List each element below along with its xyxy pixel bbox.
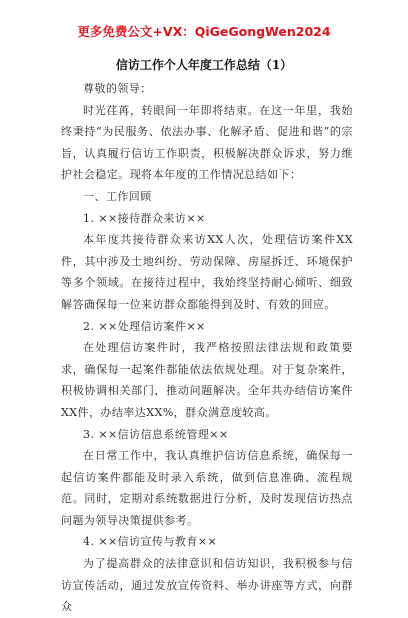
greeting: 尊敬的领导： [83, 82, 152, 95]
document-body [61, 78, 353, 618]
subsection-heading: 3. ××信访信息系统管理×× [83, 427, 229, 441]
paragraph-intro: 时光荏苒，转眼间一年即将结束。在这一年里，我始终秉持“为民服务、依法办事、化解矛盾、促进和谐”的宗旨，认真履行信访工作职责，积极解决群众诉求，努力维护社会稳定。现将本年度的工作情况总结如下： [61, 103, 353, 182]
section-heading: 一、工作回顾 [83, 189, 152, 203]
paragraph: 本年度共接待群众来访XX人次，处理信访案件XX件，其中涉及土地纠纷、劳动保障、房屋拆迁、环境保护等多个领域。在接待过程中，我始终坚持耐心倾听、细致解答确保每一位来访群众都能得到及时、有效的回应。 [61, 233, 353, 311]
paragraph: 在处理信访案件时，我严格按照法律法规和政策要求，确保每一起案件都能依法依规处理。对于复杂案件，积极协调相关部门，推动问题解决。全年共办结信访案件XX件，办结率达XX%，群众满意度较高。 [61, 341, 353, 419]
document-title: 信访工作个人年度工作总结（1） [115, 58, 293, 72]
paragraph: 在日常工作中，我认真维护信访信息系统，确保每一起信访案件都能及时录入系统，做到信息准确、流程规范。同时，定期对系统数据进行分析，及时发现信访热点问题为领导决策提供参考。 [61, 449, 353, 527]
promo-banner: 更多免费公文+VX：QiGeGongWen2024 [77, 24, 331, 39]
subsection-heading: 2. ××处理信访案件×× [83, 319, 206, 333]
subsection-heading: 1. ××接待群众来访×× [83, 211, 206, 225]
paragraph: 为了提高群众的法律意识和信访知识，我积极参与信访宣传活动，通过发放宣传资料、举办讲座等方式，向群众 [61, 557, 353, 614]
subsection-heading: 4. ××信访宣传与教育×× [83, 535, 218, 549]
